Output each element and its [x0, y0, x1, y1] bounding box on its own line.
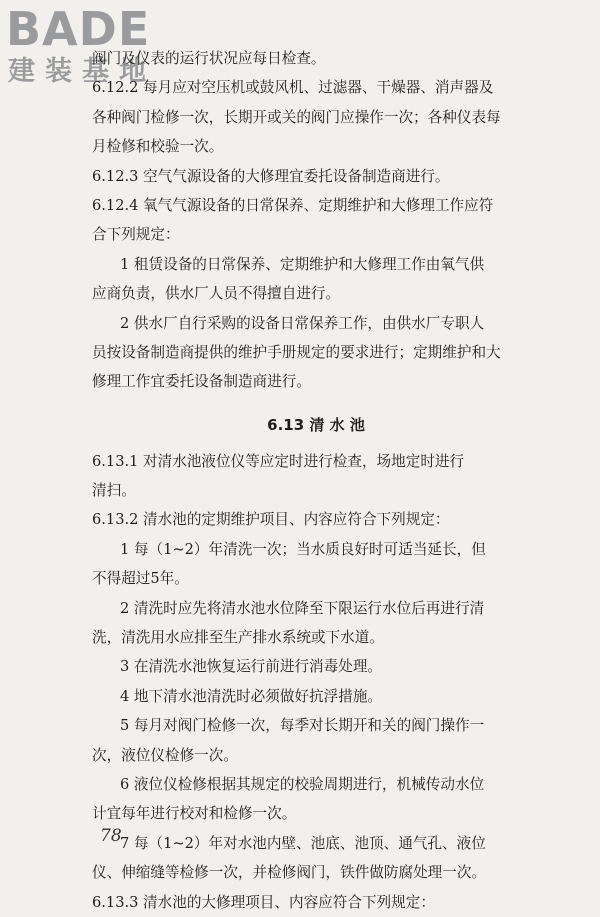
list-item-1: 1 租赁设备的日常保养、定期维护和大修理工作由氧气供: [120, 255, 485, 273]
text-line: 计宜每年进行校对和检修一次。: [92, 805, 297, 823]
logo-subtitle: 建装基地: [8, 56, 156, 87]
clause-6-12-2: 6.12.2 每月应对空压机或鼓风机、过滤器、干燥器、消声器及: [92, 79, 494, 97]
list-item-3: 3 在清洗水池恢复运行前进行消毒处理。: [120, 658, 383, 676]
list-item-6: 6 液位仪检修根据其规定的校验周期进行，机械传动水位: [120, 775, 485, 793]
logo-text: BADE: [6, 2, 151, 56]
text-line: 阀门及仪表的运行状况应每日检查。: [92, 50, 326, 67]
document-body: [92, 44, 540, 917]
text-line: 清扫。: [92, 482, 136, 500]
text-line: 员按设备制造商提供的维护手册规定的要求进行；定期维护和大: [92, 343, 501, 361]
text-line: 各种阀门检修一次，长期开或关的阀门应操作一次；各种仪表每: [92, 108, 501, 126]
text-line: 应商负责，供水厂人员不得擅自进行。: [92, 285, 341, 303]
list-item-2: 2 清洗时应先将清水池水位降至下限运行水位后再进行清: [120, 599, 485, 617]
clause-6-13-3: 6.13.3 清水池的大修理项目、内容应符合下列规定：: [92, 893, 435, 911]
text-line: 洗，清洗用水应排至生产排水系统或下水道。: [92, 629, 384, 647]
text-line: 月检修和校验一次。: [92, 138, 224, 156]
section-title: 6.13 清 水 池: [267, 415, 365, 434]
page-number: 78: [100, 826, 122, 846]
list-item-2: 2 供水厂自行采购的设备日常保养工作，由供水厂专职人: [120, 314, 485, 332]
list-item-5: 5 每月对阀门检修一次，每季对长期开和关的阀门操作一: [120, 717, 485, 735]
clause-6-12-3: 6.12.3 空气气源设备的大修理宜委托设备制造商进行。: [92, 167, 450, 185]
list-item-4: 4 地下清水池清洗时必须做好抗浮措施。: [120, 687, 383, 705]
text-line: 合下列规定：: [92, 226, 180, 244]
list-item-7: 7 每（1~2）年对水池内壁、池底、池顶、通气孔、液位: [120, 834, 486, 852]
clause-6-13-1: 6.13.1 对清水池液位仪等应定时进行检查，场地定时进行: [92, 452, 465, 470]
clause-6-12-4: 6.12.4 氧气气源设备的日常保养、定期维护和大修理工作应符: [92, 196, 494, 214]
text-line: 不得超过5年。: [92, 570, 189, 588]
text-line: 仪、伸缩缝等检修一次，并检修阀门，铁件做防腐处理一次。: [92, 864, 487, 882]
text-line: 次，液位仪检修一次。: [92, 746, 238, 764]
text-line: 修理工作宜委托设备制造商进行。: [92, 373, 311, 391]
list-item-1: 1 每（1~2）年清洗一次；当水质良好时可适当延长，但: [120, 540, 486, 558]
clause-6-13-2: 6.13.2 清水池的定期维护项目、内容应符合下列规定：: [92, 511, 450, 529]
